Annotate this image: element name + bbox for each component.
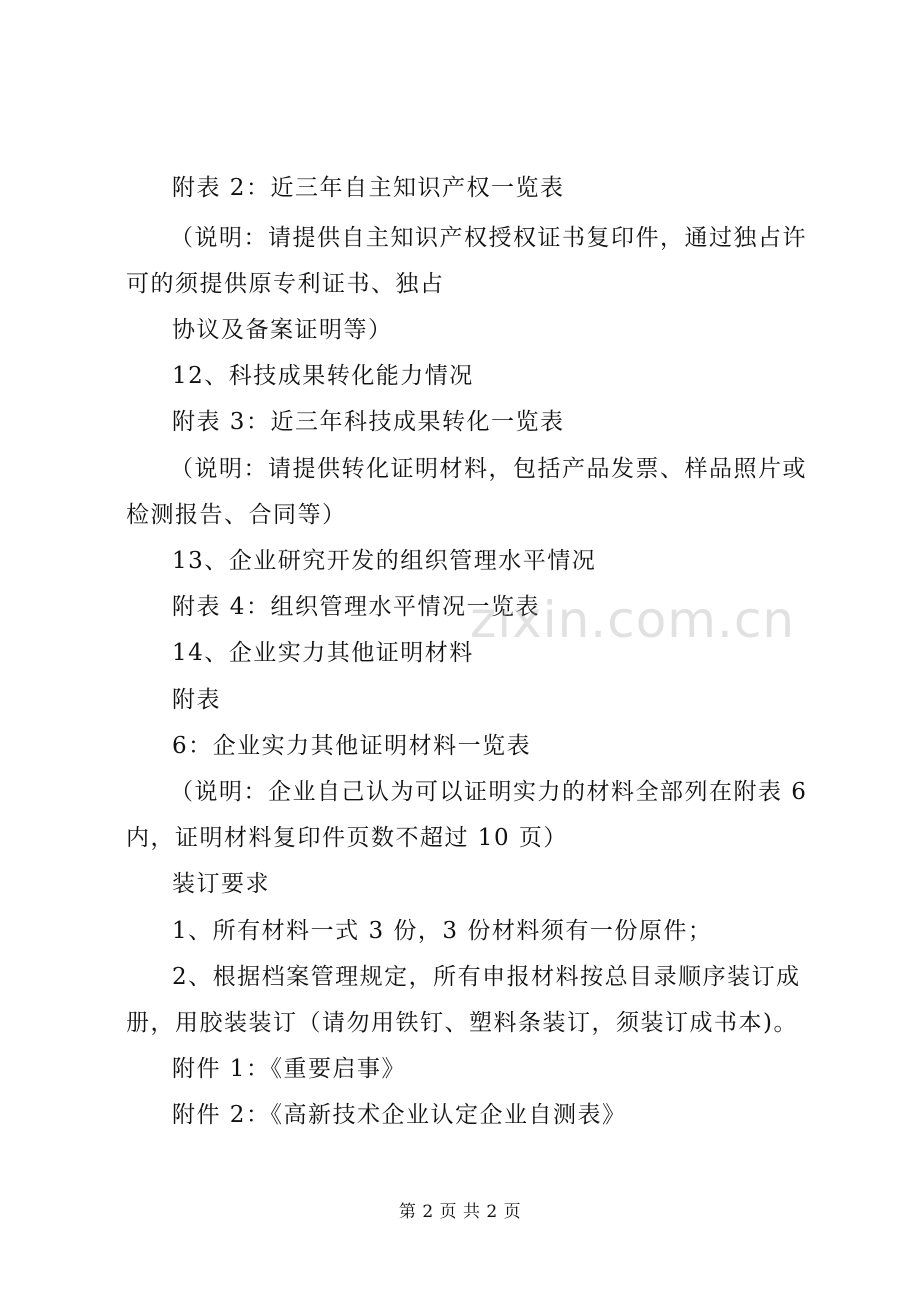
appendix-6-note-line-1: （说明：企业自己认为可以证明实力的材料全部列在附表 6 [170, 779, 808, 805]
appendix-2-note-line-3: 协议及备案证明等） [172, 317, 393, 343]
binding-item-2-line-1: 2、根据档案管理规定，所有申报材料按总目录顺序装订成 [172, 964, 801, 990]
appendix-2-title: 附表 2：近三年自主知识产权一览表 [172, 175, 565, 201]
binding-item-1: 1、所有材料一式 3 份，3 份材料须有一份原件； [172, 918, 713, 944]
binding-item-2-line-2: 册，用胶装装订（请勿用铁钉、塑料条装订，须装订成书本)。 [126, 1010, 798, 1036]
appendix-4-title: 附表 4：组织管理水平情况一览表 [172, 594, 540, 620]
watermark: zixin.com.cn [470, 591, 796, 649]
appendix-2-note-line-1: （说明：请提供自主知识产权授权证书复印件，通过独占许 [170, 225, 807, 251]
section-13-heading: 13、企业研究开发的组织管理水平情况 [172, 548, 597, 574]
appendix-6-note-line-2: 内，证明材料复印件页数不超过 10 页） [126, 825, 568, 851]
appendix-3-note-line-2: 检测报告、合同等） [126, 502, 347, 528]
attachment-2: 附件 2：《高新技术企业认定企业自测表》 [172, 1102, 627, 1128]
appendix-3-title: 附表 3：近三年科技成果转化一览表 [172, 409, 565, 435]
section-14-heading: 14、企业实力其他证明材料 [172, 640, 474, 666]
appendix-2-note-line-2: 可的须提供原专利证书、独占 [126, 271, 445, 297]
binding-requirements-heading: 装订要求 [172, 871, 270, 897]
appendix-label: 附表 [172, 687, 221, 713]
attachment-1: 附件 1：《重要启事》 [172, 1056, 406, 1082]
section-12-heading: 12、科技成果转化能力情况 [172, 363, 474, 389]
appendix-6-title: 6：企业实力其他证明材料一览表 [172, 733, 532, 759]
page-footer: 第 2 页 共 2 页 [398, 1202, 522, 1222]
appendix-3-note-line-1: （说明：请提供转化证明材料，包括产品发票、样品照片或 [170, 456, 807, 482]
